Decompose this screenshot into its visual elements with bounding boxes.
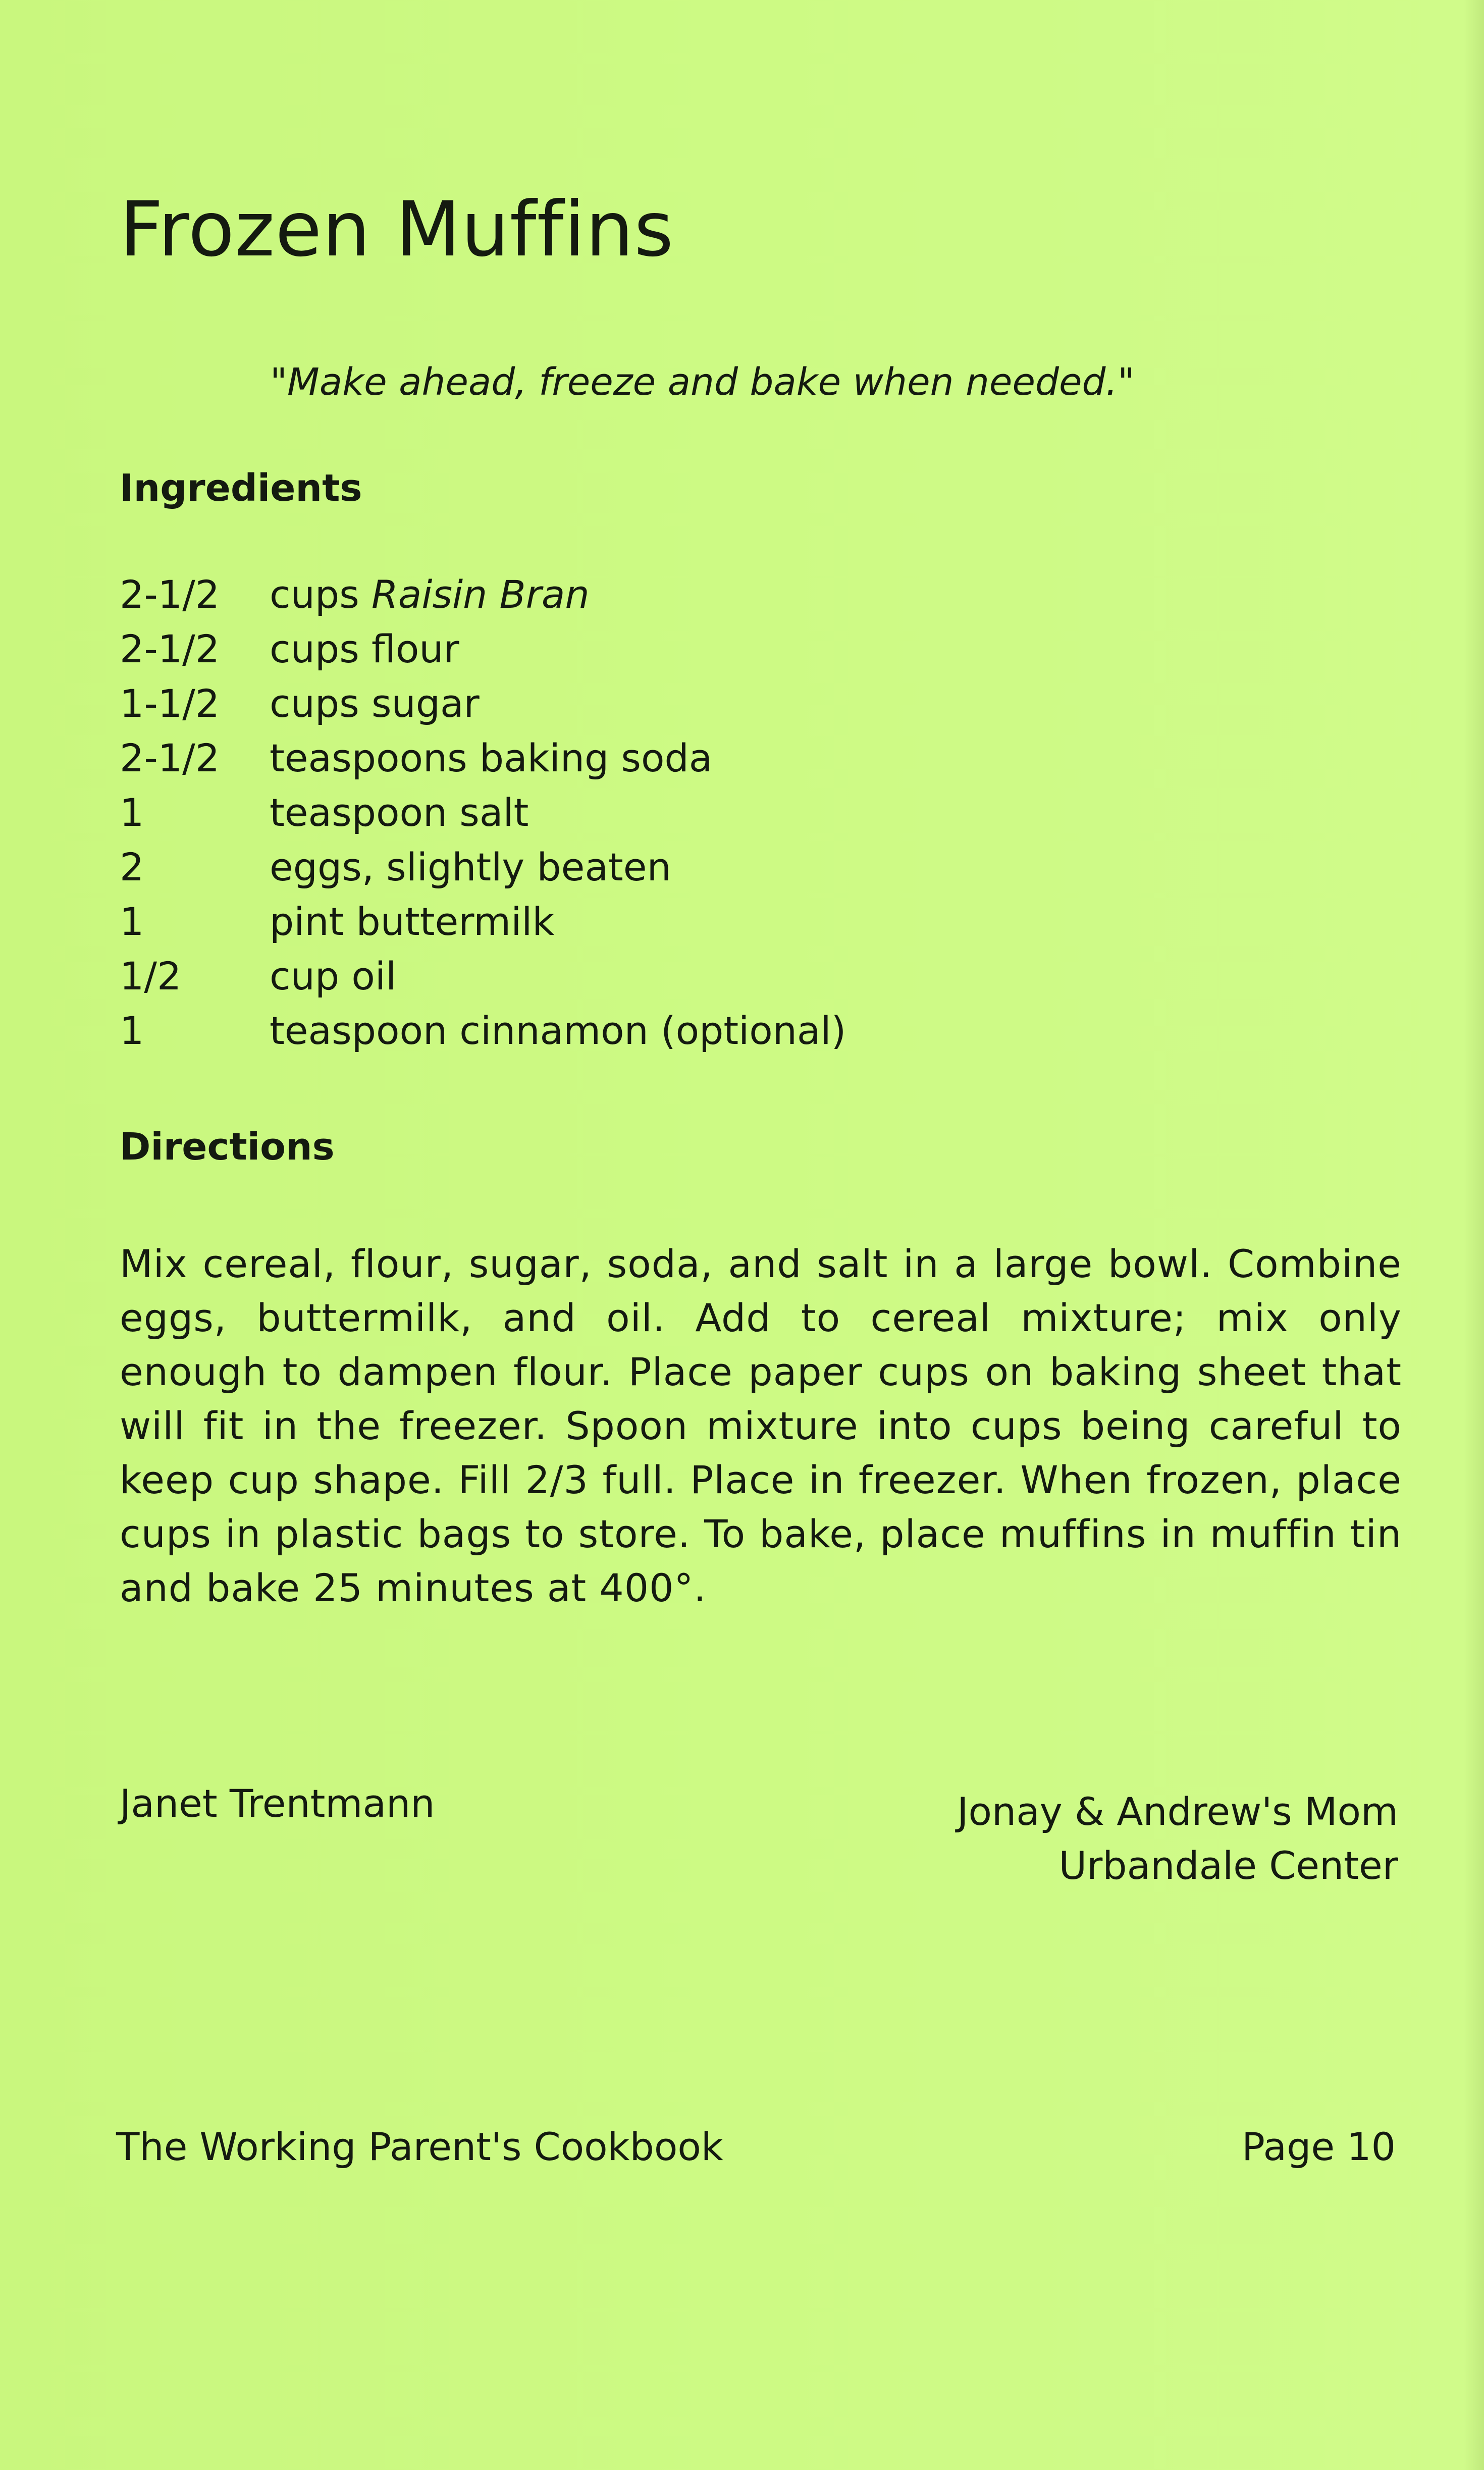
directions-heading: Directions: [120, 1125, 335, 1169]
directions-paragraph: Mix cereal, flour, sugar, soda, and salt in a large bowl. Combine eggs, buttermilk, and oil. Add to cereal mixture; mix only enough to dampen flour. Place paper cups on baking sheet that will fit in the freezer. Spoon mixture into cups being careful to keep cup shape. Fill 2/3 full. Place in freezer. When frozen, place cups in plastic bags to store. To bake, place muffins in muffin tin and bake 25 minutes at 400°.: [120, 1241, 1402, 1610]
ingredient-item: [270, 572, 590, 617]
book-title-footer: The Working Parent's Cookbook: [116, 2124, 723, 2169]
ingredient-brand-name: Raisin Bran: [371, 572, 590, 617]
ingredient-quantity: 1-1/2: [120, 681, 220, 726]
ingredient-unit: cups: [270, 572, 372, 617]
ingredient-item: pint buttermilk: [270, 899, 555, 944]
page-number: Page 10: [1242, 2124, 1396, 2169]
ingredient-quantity: 1: [120, 1008, 144, 1053]
recipe-author: Janet Trentmann: [120, 1781, 435, 1826]
recipe-tagline: "Make ahead, freeze and bake when needed.": [270, 360, 1135, 404]
ingredient-item: cup oil: [270, 954, 397, 998]
author-affiliation: [957, 1784, 1398, 1893]
ingredient-item: teaspoon salt: [270, 790, 529, 835]
page-edge-shadow: [1464, 0, 1484, 2470]
ingredient-item: eggs, slightly beaten: [270, 845, 671, 889]
ingredient-quantity: 2-1/2: [120, 626, 220, 671]
ingredient-quantity: 2-1/2: [120, 572, 220, 617]
ingredients-heading: Ingredients: [120, 466, 362, 510]
author-center: Urbandale Center: [1058, 1843, 1398, 1888]
ingredient-quantity: 1/2: [120, 954, 182, 998]
ingredient-item: cups sugar: [270, 681, 480, 726]
ingredient-quantity: 2: [120, 845, 144, 889]
recipe-title: Frozen Muffins: [120, 186, 674, 274]
ingredient-item: teaspoons baking soda: [270, 735, 713, 780]
ingredient-quantity: 2-1/2: [120, 735, 220, 780]
ingredient-quantity: 1: [120, 899, 144, 944]
ingredient-item: teaspoon cinnamon (optional): [270, 1008, 846, 1053]
author-relation: Jonay & Andrew's Mom: [957, 1789, 1398, 1834]
ingredient-quantity: 1: [120, 790, 144, 835]
ingredient-item: cups flour: [270, 626, 459, 671]
